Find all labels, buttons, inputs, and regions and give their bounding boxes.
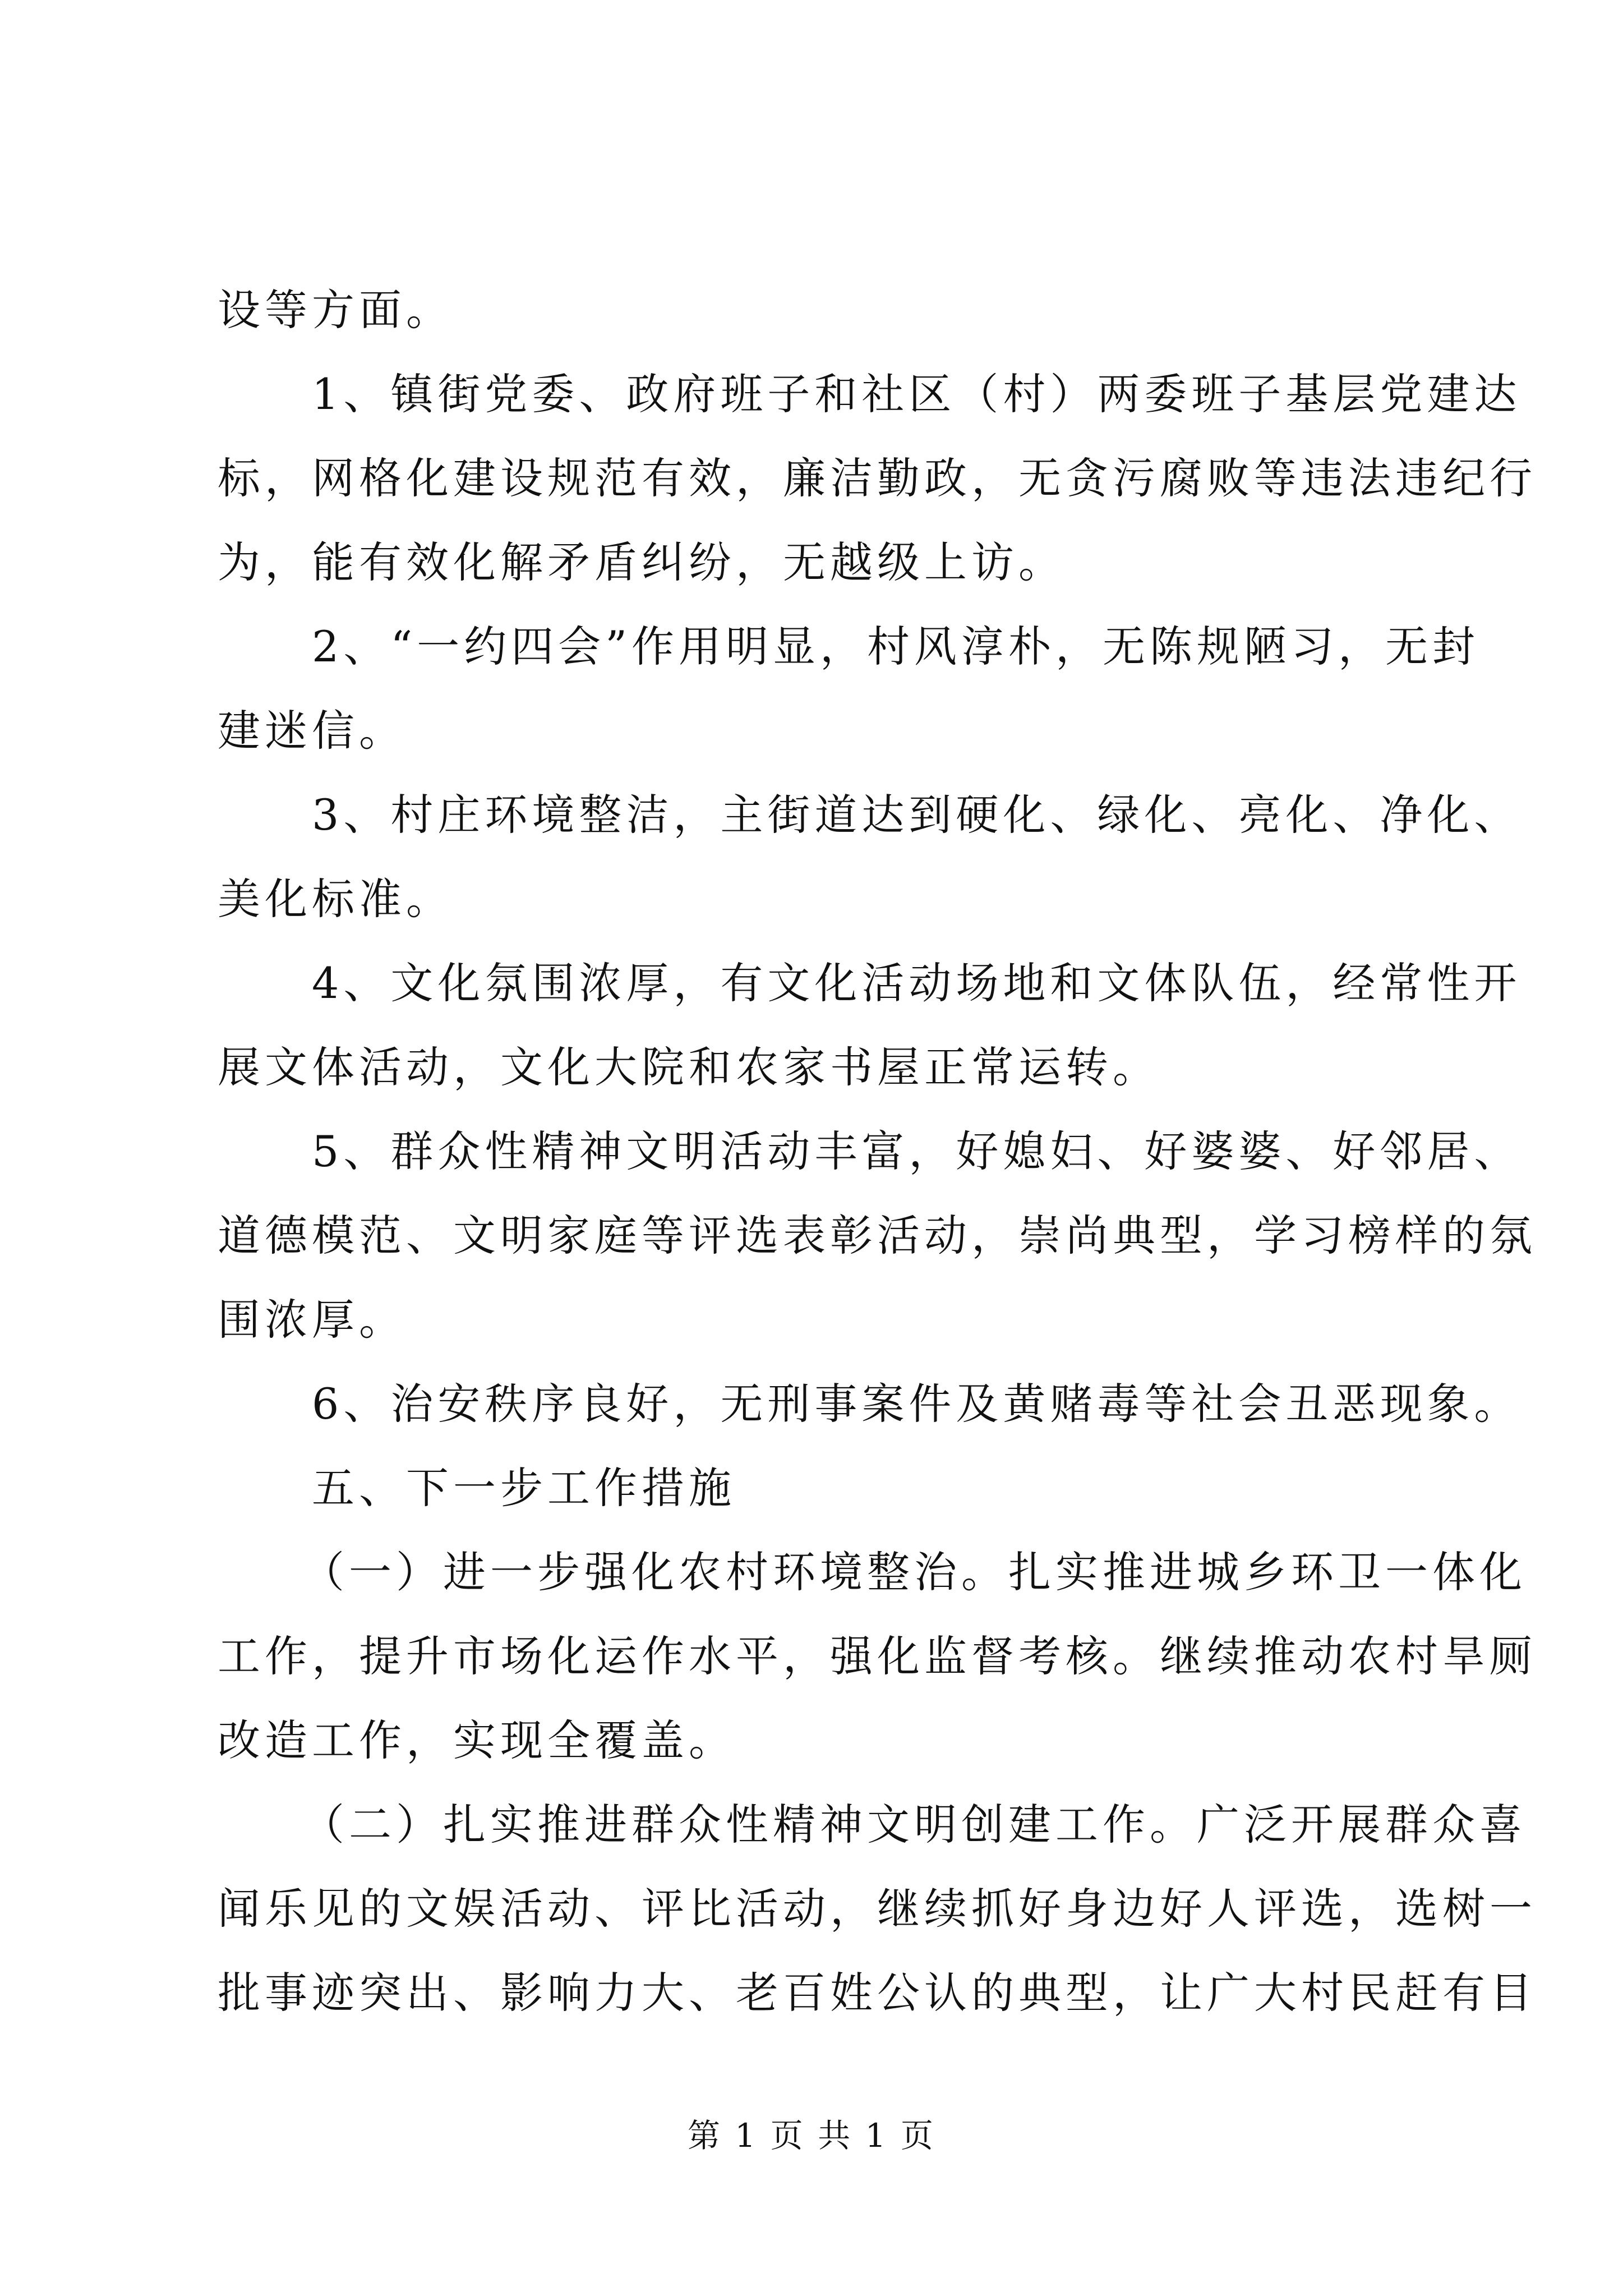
text-line: （一）进一步强化农村环境整治。扎实推进城乡环卫一体化 [302, 1547, 1527, 1597]
text-line: 围浓厚。 [218, 1295, 406, 1345]
text-line: 建迷信。 [218, 706, 406, 756]
text-line: 美化标准。 [218, 874, 453, 924]
text-line: 2、“一约四会”作用明显，村风淳朴，无陈规陋习，无封 [312, 622, 1480, 671]
section-heading: 五、下一步工作措施 [312, 1463, 736, 1513]
text-line: 改造工作，实现全覆盖。 [218, 1715, 736, 1765]
text-line: 道德模范、文明家庭等评选表彰活动，崇尚典型，学习榜样的氛 [218, 1211, 1537, 1260]
page-footer: 第 1 页 共 1 页 [688, 2116, 935, 2155]
document-body [218, 268, 1537, 2035]
text-line: 展文体活动，文化大院和农家书屋正常运转。 [218, 1042, 1160, 1092]
text-line: 批事迹突出、影响力大、老百姓公认的典型，让广大村民赶有目 [218, 1968, 1537, 2018]
text-line: 3、村庄环境整洁，主街道达到硬化、绿化、亮化、净化、 [312, 790, 1521, 840]
text-line: 设等方面。 [218, 285, 453, 335]
text-line: 为，能有效化解矛盾纠纷，无越级上访。 [218, 537, 1066, 587]
text-line: 5、群众性精神文明活动丰富，好媳妇、好婆婆、好邻居、 [312, 1126, 1521, 1176]
text-line: 1、镇街党委、政府班子和社区（村）两委班子基层党建达 [312, 369, 1521, 419]
text-line: 4、文化氛围浓厚，有文化活动场地和文体队伍，经常性开 [312, 958, 1521, 1008]
text-line: 6、治安秩序良好，无刑事案件及黄赌毒等社会丑恶现象。 [312, 1379, 1521, 1429]
text-line: 闻乐见的文娱活动、评比活动，继续抓好身边好人评选，选树一 [218, 1884, 1537, 1934]
text-line: 工作，提升市场化运作水平，强化监督考核。继续推动农村旱厕 [218, 1631, 1537, 1681]
text-line: （二）扎实推进群众性精神文明创建工作。广泛开展群众喜 [302, 1800, 1527, 1849]
text-line: 标，网格化建设规范有效，廉洁勤政，无贪污腐败等违法违纪行 [218, 453, 1537, 503]
